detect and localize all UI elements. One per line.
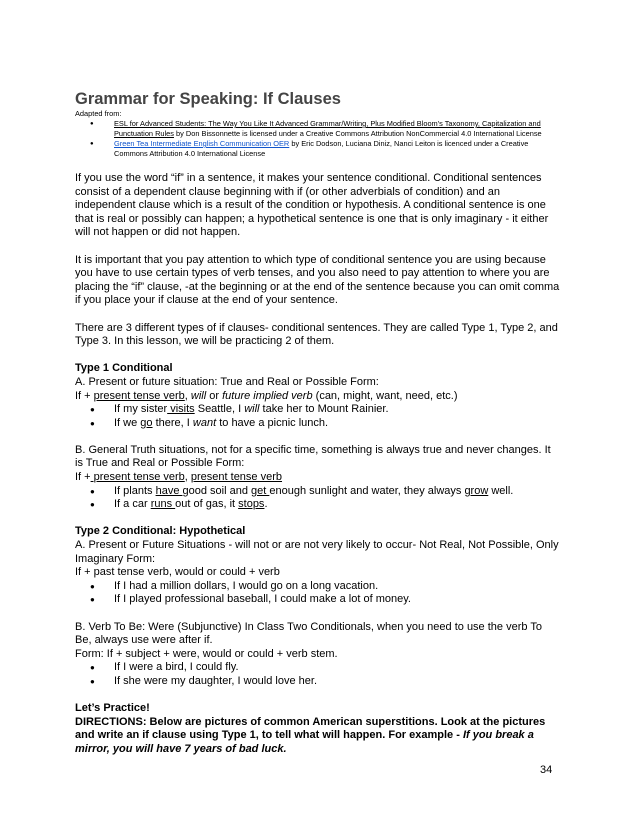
example-item: ● If she were my daughter, I would love her.: [114, 675, 560, 689]
type2-examples: [75, 580, 560, 607]
importance-paragraph: It is important that you pay attention to which type of conditional sentence you are using because you have to use certain types of verb tenses, and you also need to pay attention to where you are placing the “if” clause, -at the beginning or at the end of the sentence because you can omit comma if you place your if clause at the end of your sentence.: [75, 253, 560, 307]
type2-b-examples: [75, 661, 560, 688]
type1-form: If + present tense verb, will or future implied verb (can, might, want, need, etc.): [75, 389, 458, 402]
page-number: 34: [540, 764, 553, 776]
source-item: ● ESL for Advanced Students: The Way You Like It Advanced Grammar/Writing, Plus Modified Bloom's Taxonomy, Capitalization and Punctuation Rules by Don Bissonnette is licensed under a Creative Commons Attribution NonCommercial 4.0 International License: [114, 119, 560, 139]
type1-heading: Type 1 Conditional: [75, 362, 173, 375]
type1-a-line: A. Present or future situation: True and Real or Possible Form:: [75, 375, 379, 388]
example-item: ● If plants have good soil and get enough sunlight and water, they always grow well.: [114, 485, 560, 499]
practice-directions: DIRECTIONS: Below are pictures of common American superstitions. Look at the pictures and write an if clause using Type 1, to tell what will happen. For example - If you break a mirror, you will have 7 years of bad luck.: [75, 715, 546, 755]
example-item: ● If a car runs out of gas, it stops.: [114, 498, 560, 512]
type1-form-b: If + present tense verb, present tense verb: [75, 471, 283, 484]
example-item: ● If I were a bird, I could fly.: [114, 661, 560, 675]
example-item: ● If we go there, I want to have a picnic lunch.: [114, 417, 560, 431]
adapted-label: Adapted from:: [75, 109, 122, 118]
type2-heading: Type 2 Conditional: Hypothetical: [75, 525, 246, 538]
example-item: ● If I had a million dollars, I would go on a long vacation.: [114, 580, 560, 594]
type2-a-line: A. Present or Future Situations - will not or are not very likely to occur- Not Real, Not Possible, Only Imaginary Form:: [75, 539, 559, 565]
types-paragraph: There are 3 different types of if clauses- conditional sentences. They are called Type 1, Type 2, and Type 3. In this lesson, we will be practicing 2 of them.: [75, 321, 558, 348]
type2-form-b: Form: If + subject + were, would or could + verb stem.: [75, 647, 338, 660]
example-item: ● If I played professional baseball, I could make a lot of money.: [114, 593, 560, 607]
source-link[interactable]: Green Tea Intermediate English Communication OER: [114, 139, 290, 148]
page-title: Grammar for Speaking: If Clauses: [75, 90, 341, 108]
type1-examples: [75, 403, 560, 430]
type2-form: If + past tense verb, would or could + verb: [75, 566, 280, 579]
example-item: ● If my sister visits Seattle, I will take her to Mount Rainier.: [114, 403, 560, 417]
intro-paragraph: If you use the word “if” in a sentence, it makes your sentence conditional. Conditional sentences consist of a dependent clause beginning with if (or other adverbials of condition) and an independent clause which is a result of the condition or hypothesis. A conditional sentence is one that is real or possibly can happen; a hypothetical sentence is one that is only imaginary - it either will not happen or did not happen.: [75, 172, 549, 239]
source-link[interactable]: ESL for Advanced Students: The Way You Like It Advanced Grammar/Writing, Plus Modified Bloom's Taxonomy, Capitalization and Punctuation Rules: [114, 119, 541, 138]
type2-b-line: B. Verb To Be: Were (Subjunctive) In Class Two Conditionals, when you need to use the verb To Be, always use were after if.: [75, 620, 542, 647]
type1-b-line: B. General Truth situations, not for a specific time, something is always true and never changes. It is True and Real or Possible Form:: [75, 443, 551, 470]
type1-b-examples: [75, 485, 560, 512]
document-page: [75, 90, 560, 757]
source-item: ● Green Tea Intermediate English Communication OER by Eric Dodson, Luciana Diniz, Nanci Leiton is licenced under a Creative Commons Attribution 4.0 International License: [114, 139, 560, 159]
source-list: [75, 119, 560, 159]
practice-heading: Let’s Practice!: [75, 702, 150, 715]
